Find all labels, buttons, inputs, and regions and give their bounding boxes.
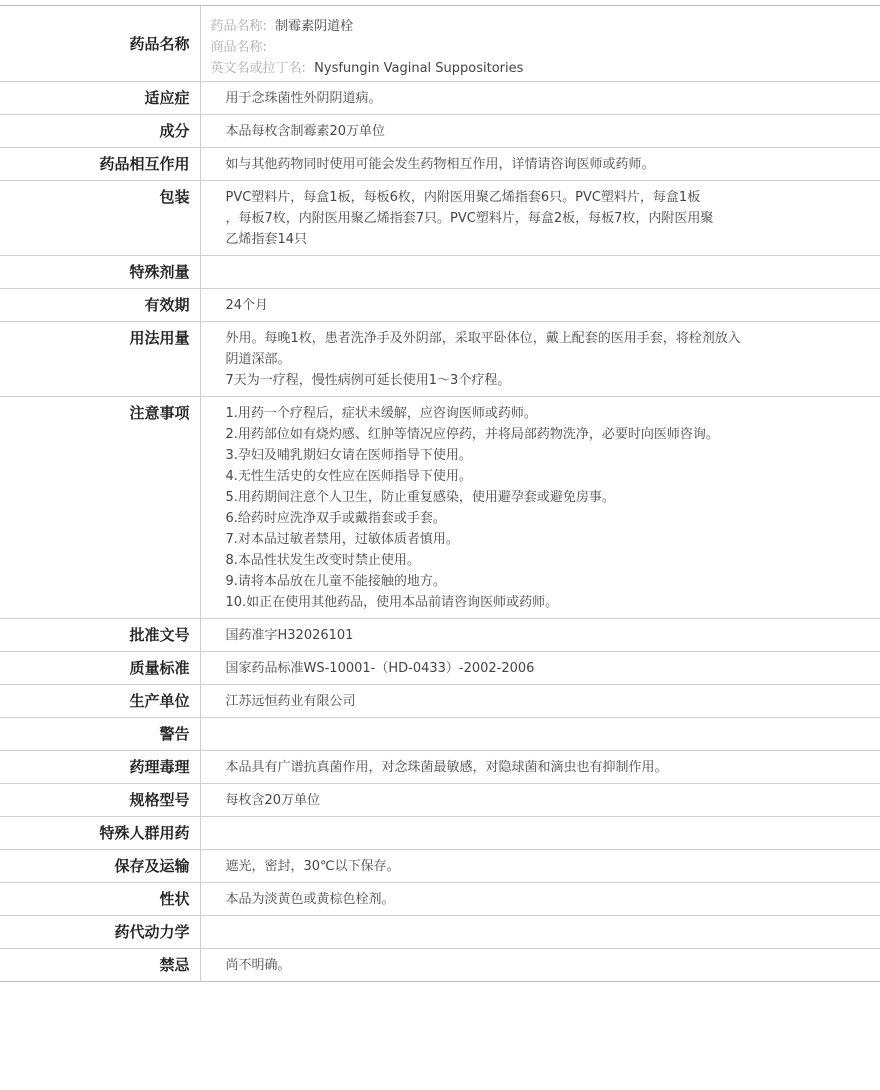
row-label: 批准文号 — [0, 619, 200, 652]
packaging-line: PVC塑料片，每盒1板，每板6枚，内附医用聚乙烯指套6只。PVC塑料片，每盒1板 — [225, 190, 701, 205]
row-drug-name — [0, 6, 880, 82]
generic-name-value: 制霉素阴道栓 — [275, 19, 354, 34]
row-composition — [0, 115, 880, 148]
usage-line: 外用。每晚1枚，患者洗净手及外阴部，采取平卧体位，戴上配套的医用手套，将栓剂放入 — [225, 331, 741, 346]
row-label: 质量标准 — [0, 652, 200, 685]
row-interactions — [0, 148, 880, 181]
row-precautions — [0, 397, 880, 619]
drug-info-table — [0, 5, 880, 982]
row-label: 特殊剂量 — [0, 256, 200, 289]
english-name-line — [211, 58, 871, 79]
english-name-key: 英文名或拉丁名: — [210, 61, 306, 76]
row-special-population — [0, 817, 880, 850]
precaution-item: 5.用药期间注意个人卫生，防止重复感染，使用避孕套或避免房事。 — [225, 490, 615, 505]
row-label: 规格型号 — [0, 784, 200, 817]
row-value: 国药准字H32026101 — [200, 619, 880, 652]
row-label: 适应症 — [0, 82, 200, 115]
row-label: 有效期 — [0, 289, 200, 322]
precaution-item: 1.用药一个疗程后，症状未缓解，应咨询医师或药师。 — [225, 406, 537, 421]
row-value: 如与其他药物同时使用可能会发生药物相互作用，详情请咨询医师或药师。 — [200, 148, 880, 181]
row-approval — [0, 619, 880, 652]
row-label: 成分 — [0, 115, 200, 148]
precaution-item: 9.请将本品放在儿童不能接触的地方。 — [225, 574, 446, 589]
row-label: 性状 — [0, 883, 200, 916]
row-indication — [0, 82, 880, 115]
row-value — [200, 256, 880, 289]
packaging-line: 乙烯指套14只 — [225, 232, 308, 247]
row-validity — [0, 289, 880, 322]
row-value — [200, 181, 880, 256]
row-value — [200, 916, 880, 949]
row-label: 用法用量 — [0, 322, 200, 397]
row-value: 每枚含20万单位 — [200, 784, 880, 817]
precaution-item: 8.本品性状发生改变时禁止使用。 — [225, 553, 420, 568]
row-appearance — [0, 883, 880, 916]
precaution-item: 2.用药部位如有烧灼感、红肿等情况应停药，并将局部药物洗净，必要时向医师咨询。 — [225, 427, 719, 442]
trade-name-key: 商品名称: — [210, 40, 267, 55]
row-value: 国家药品标准WS-10001-（HD-0433）-2002-2006 — [200, 652, 880, 685]
row-label: 药代动力学 — [0, 916, 200, 949]
row-packaging — [0, 181, 880, 256]
row-label: 包装 — [0, 181, 200, 256]
row-warning — [0, 718, 880, 751]
row-value: 遮光，密封，30℃以下保存。 — [200, 850, 880, 883]
row-label: 生产单位 — [0, 685, 200, 718]
precaution-item: 7.对本品过敏者禁用，过敏体质者慎用。 — [225, 532, 459, 547]
row-label: 保存及运输 — [0, 850, 200, 883]
row-value: 用于念珠菌性外阴阴道病。 — [200, 82, 880, 115]
trade-name-line — [211, 37, 871, 58]
precaution-item: 3.孕妇及哺乳期妇女请在医师指导下使用。 — [225, 448, 472, 463]
row-label: 特殊人群用药 — [0, 817, 200, 850]
row-pharmacology — [0, 751, 880, 784]
precaution-item: 10.如正在使用其他药品，使用本品前请咨询医师或药师。 — [225, 595, 559, 610]
row-pharmacokinetics — [0, 916, 880, 949]
precaution-item: 4.无性生活史的女性应在医师指导下使用。 — [225, 469, 472, 484]
drug-name-cell — [200, 6, 880, 82]
row-value: 本品为淡黄色或黄棕色栓剂。 — [200, 883, 880, 916]
row-label: 禁忌 — [0, 949, 200, 982]
row-label: 药品相互作用 — [0, 148, 200, 181]
row-label: 注意事项 — [0, 397, 200, 619]
row-standard — [0, 652, 880, 685]
row-spec — [0, 784, 880, 817]
row-special-dose — [0, 256, 880, 289]
row-value: 本品具有广谱抗真菌作用，对念珠菌最敏感，对隐球菌和滴虫也有抑制作用。 — [200, 751, 880, 784]
generic-name-line — [211, 16, 871, 37]
row-value — [200, 817, 880, 850]
row-label: 药品名称 — [0, 6, 200, 82]
row-value: 本品每枚含制霉素20万单位 — [200, 115, 880, 148]
row-value: 24个月 — [200, 289, 880, 322]
packaging-line: ，每板7枚，内附医用聚乙烯指套7只。PVC塑料片，每盒2板，每板7枚，内附医用聚 — [225, 211, 714, 226]
row-value: 尚不明确。 — [200, 949, 880, 982]
row-usage — [0, 322, 880, 397]
row-manufacturer — [0, 685, 880, 718]
row-storage — [0, 850, 880, 883]
row-contraindications — [0, 949, 880, 982]
row-value — [200, 397, 880, 619]
generic-name-key: 药品名称: — [210, 19, 267, 34]
row-label: 药理毒理 — [0, 751, 200, 784]
row-value — [200, 718, 880, 751]
row-value — [200, 322, 880, 397]
usage-line: 阴道深部。 — [225, 352, 291, 367]
precaution-item: 6.给药时应洗净双手或戴指套或手套。 — [225, 511, 446, 526]
row-value: 江苏远恒药业有限公司 — [200, 685, 880, 718]
row-label: 警告 — [0, 718, 200, 751]
english-name-value: Nysfungin Vaginal Suppositories — [314, 61, 524, 76]
usage-line: 7天为一疗程，慢性病例可延长使用1～3个疗程。 — [225, 373, 511, 388]
